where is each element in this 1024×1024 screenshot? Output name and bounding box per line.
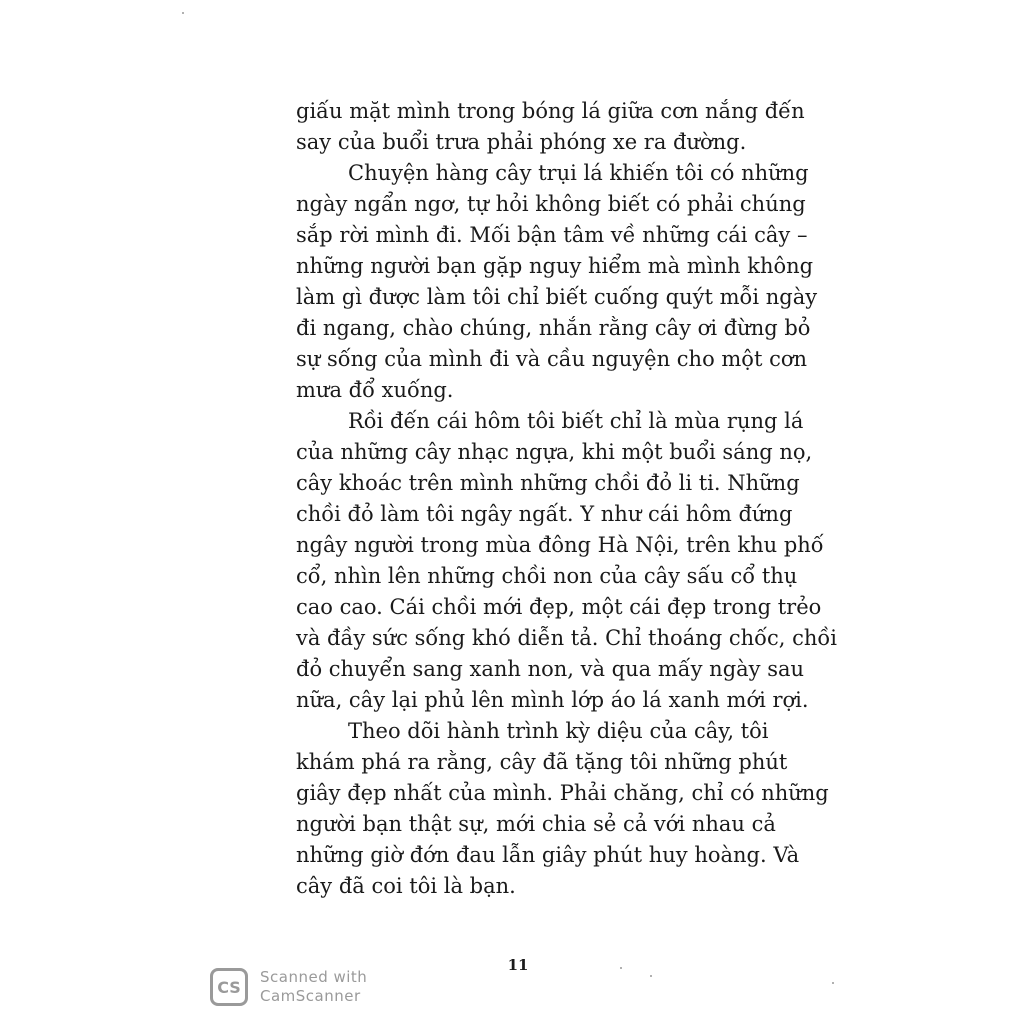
camscanner-logo-icon: CS [210,968,248,1006]
watermark-line-1: Scanned with [260,968,368,986]
text-line: giấu mặt mình trong bóng lá giữa cơn nắng đến [296,99,805,123]
scan-speck [620,967,622,969]
text-line: những giờ đớn đau lẫn giây phút huy hoàng. Và [296,843,800,867]
text-line: mưa đổ xuống. [296,378,454,402]
body-text [296,96,837,902]
text-line: ngày ngẩn ngơ, tự hỏi không biết có phải chúng [296,192,806,216]
text-line: sự sống của mình đi và cầu nguyện cho một cơn [296,347,807,371]
text-line: ngây người trong mùa đông Hà Nội, trên khu phố [296,533,824,557]
scan-speck [832,982,834,984]
scan-speck [182,12,184,14]
watermark-text [260,968,367,1006]
text-line: sắp rời mình đi. Mối bận tâm về những cái cây – [296,223,808,247]
text-line: cây khoác trên mình những chồi đỏ li ti. Những [296,471,800,495]
text-line: của những cây nhạc ngựa, khi một buổi sáng nọ, [296,440,813,464]
watermark-line-2: CamScanner [260,987,361,1005]
text-line: cây đã coi tôi là bạn. [296,874,516,898]
text-line: cổ, nhìn lên những chồi non của cây sấu cổ thụ [296,564,798,588]
text-line: Theo dõi hành trình kỳ diệu của cây, tôi [348,719,769,743]
text-line: giây đẹp nhất của mình. Phải chăng, chỉ có những [296,781,829,805]
text-line: nữa, cây lại phủ lên mình lớp áo lá xanh mới rợi. [296,688,809,712]
scan-speck [650,975,652,977]
page-number: 11 [507,956,529,974]
text-line: làm gì được làm tôi chỉ biết cuống quýt mỗi ngày [296,285,818,309]
text-line: chồi đỏ làm tôi ngây ngất. Y như cái hôm đứng [296,502,793,526]
text-line: cao cao. Cái chồi mới đẹp, một cái đẹp trong trẻo [296,595,822,619]
text-line: và đầy sức sống khó diễn tả. Chỉ thoáng chốc, chồi [296,626,837,650]
text-line: khám phá ra rằng, cây đã tặng tôi những phút [296,750,788,774]
camscanner-watermark [210,968,367,1006]
text-line: Chuyện hàng cây trụi lá khiến tôi có những [348,161,809,185]
text-line: những người bạn gặp nguy hiểm mà mình không [296,254,814,278]
text-line: người bạn thật sự, mới chia sẻ cả với nhau cả [296,812,776,836]
text-line: say của buổi trưa phải phóng xe ra đường. [296,130,747,154]
text-line: Rồi đến cái hôm tôi biết chỉ là mùa rụng lá [348,409,804,433]
text-line: đi ngang, chào chúng, nhắn rằng cây ơi đừng bỏ [296,316,811,340]
text-line: đỏ chuyển sang xanh non, và qua mấy ngày sau [296,657,805,681]
